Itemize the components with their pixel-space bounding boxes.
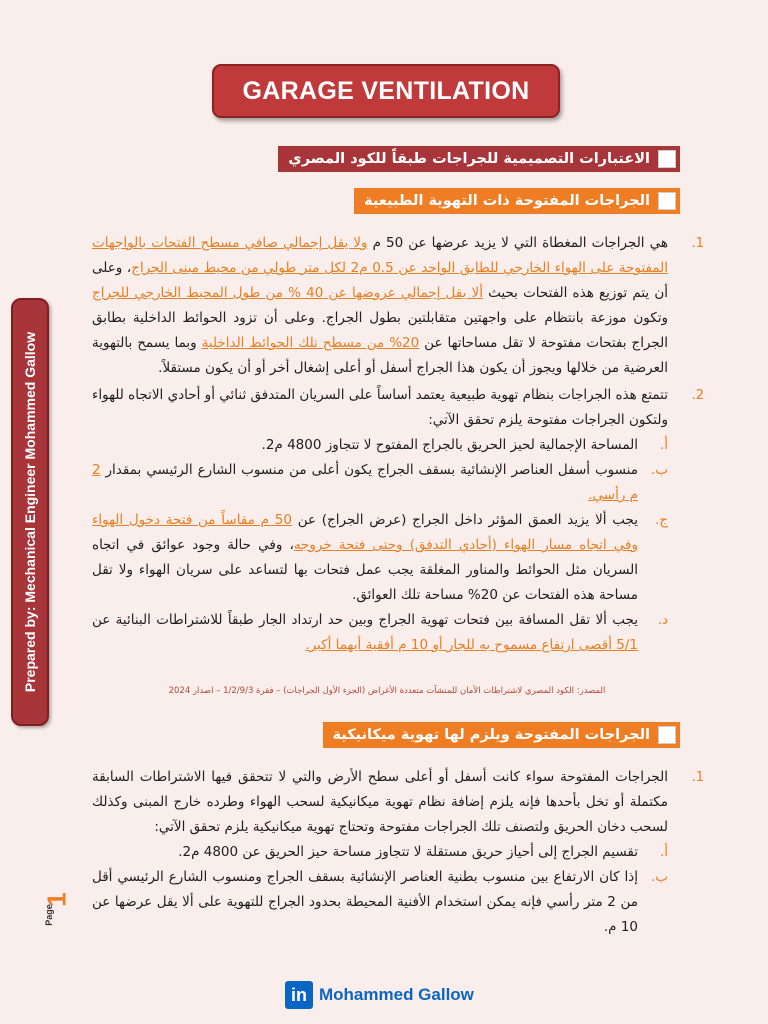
highlighted-text: 2 م رأسي. bbox=[92, 462, 638, 503]
item-number: 2. bbox=[691, 388, 704, 403]
sub-text bbox=[92, 508, 638, 608]
sub-letter: أ. bbox=[659, 844, 668, 860]
paragraph: تتمتع هذه الجراجات بنظام تهوية طبيعية يعتمد أساساً على السريان المتدفق ثنائي أو أحادي الاتجاه للهواء ولتكون الجراجات مفتوحة يلزم تحقق الآتي: bbox=[92, 387, 668, 428]
item-number: 1. bbox=[691, 770, 704, 785]
text-run: هي الجراجات المغطاة التي لا يزيد عرضها عن 50 م bbox=[367, 235, 668, 251]
highlighted-text: ولا يقل إجمالي صافي مسطح الفتحات بالواجهات المفتوحة على الهواء الخارجي للطابق الواحد عن 0.5 م2 لكل متر طولي من محيط مبنى الجراج bbox=[92, 235, 668, 276]
text-run: يجب ألا تقل المسافة بين فتحات تهوية الجراج وبين حد ارتداد الجار طبقاً للاشتراطات البنائية عن bbox=[92, 612, 638, 628]
checkbox-icon bbox=[658, 192, 676, 210]
page-label: Page bbox=[43, 904, 54, 926]
paragraph bbox=[92, 231, 668, 381]
author-credit: Prepared by: Mechanical Engineer Mohammed Gallow bbox=[22, 331, 38, 693]
sub-item bbox=[92, 865, 668, 940]
sub-item bbox=[92, 508, 668, 608]
heading-text: الاعتبارات التصميمية للجراجات طبقاً للكود المصري bbox=[288, 151, 650, 167]
sub-letter: ب. bbox=[650, 462, 668, 478]
paragraph: الجراجات المفتوحة سواء كانت أسفل أو أعلى سطح الأرض والتي لا تتحقق فيها الاشتراطات السابقة مكتملة أو تخل بأحدها فإنه يلزم إضافة نظام تهوية ميكانيكية لسحب الهواء وطرده خارج المبنى وكذلك لسحب دخان الحريق ولتصنف تلك الجراجات مفتوحة وتحتاج تهوية ميكانيكية يلزم تحقق الآتي: bbox=[92, 769, 668, 835]
text-run: يجب ألا يزيد العمق المؤثر داخل الجراج (عرض الجراج) عن bbox=[291, 512, 638, 528]
list-item bbox=[92, 231, 704, 381]
sub-item bbox=[92, 840, 668, 865]
checkbox-icon bbox=[658, 726, 676, 744]
natural-ventilation-body bbox=[92, 231, 704, 658]
text-run: وبما يسمح بالتهوية العرضية من خلالها ويجوز أن يكون هذا الجراج أسفل أو أعلى إشغال أخر أو أن يكون مستقلاً. bbox=[92, 335, 668, 376]
heading-text: الجراجات المفتوحة ويلزم لها تهوية ميكانيكية bbox=[332, 727, 650, 743]
highlighted-text: ألا يقل إجمالي عروضها عن 40 % من طول المحيط الخارجي للجراج bbox=[92, 285, 483, 301]
text-run: منسوب أسفل العناصر الإنشائية بسقف الجراج يكون أعلى من منسوب الشارع الرئيسي بمقدار bbox=[100, 462, 638, 478]
author-name[interactable]: Mohammed Gallow bbox=[319, 985, 474, 1004]
title-banner bbox=[212, 64, 560, 118]
sub-text: المساحة الإجمالية لحيز الحريق بالجراج المفتوح لا تتجاوز 4800 م2. bbox=[261, 437, 638, 453]
text-run: ، وعلى أن يتم توزيع هذه الفتحات بحيث bbox=[92, 260, 668, 301]
page-number bbox=[40, 890, 70, 930]
mechanical-ventilation-body bbox=[92, 765, 704, 940]
highlighted-text: 50 م مقاساً من فتحة دخول الهواء وفي اتجاه مسار الهواء (أحادي التدفق) وحتى فتحة خروجه bbox=[92, 512, 639, 553]
page-title: GARAGE VENTILATION bbox=[242, 76, 530, 105]
list-item bbox=[92, 383, 704, 658]
sub-text bbox=[92, 608, 638, 658]
section-heading-natural-ventilation bbox=[354, 188, 680, 214]
text-run: وتكون موزعة بانتظام على واجهتين متقابلتين بطول الجراج. وعلى أن تزود الحوائط الداخلية بطابق الجراج بفتحات مفتوحة لا تقل مساحاتها عن bbox=[92, 310, 669, 351]
heading-text: الجراجات المفتوحة ذات التهوية الطبيعية bbox=[364, 193, 650, 209]
section-heading-design-considerations bbox=[278, 146, 680, 172]
item-number: 1. bbox=[691, 236, 704, 251]
sub-item bbox=[92, 433, 668, 458]
highlighted-text: 20% من مسطح تلك الحوائط الداخلية bbox=[201, 335, 420, 351]
checkbox-icon bbox=[658, 150, 676, 168]
sub-text: تقسيم الجراج إلى أحياز حريق مستقلة لا تتجاوز مساحة حيز الحريق عن 4800 م2. bbox=[178, 844, 638, 860]
sub-text: إذا كان الارتفاع بين منسوب بطنية العناصر الإنشائية بسقف الجراج ومنسوب الشارع الرئيسي أقل من 2 متر رأسي فإنه يمكن استخدام الأفنية المحيطة بحدود الجراج للتهوية على ألا يقل عرضها عن 10 م. bbox=[92, 869, 638, 935]
footer-linkedin[interactable] bbox=[285, 981, 474, 1009]
sub-letter: د. bbox=[657, 612, 668, 628]
sub-letter: ب. bbox=[650, 869, 668, 885]
list-item bbox=[92, 765, 704, 940]
sub-letter: أ. bbox=[659, 437, 668, 453]
sub-letter: ج. bbox=[654, 512, 668, 528]
author-sidebar bbox=[11, 298, 49, 726]
sub-text bbox=[92, 458, 638, 508]
source-citation: المصدر: الكود المصري لاشتراطات الأمان للمنشآت متعددة الأغراض (الجزء الأول الجراجات) – فقرة 1/2/9/3 – اصدار 2024 bbox=[168, 686, 606, 696]
sub-item bbox=[92, 458, 668, 508]
linkedin-icon[interactable]: in bbox=[285, 981, 313, 1009]
section-heading-mechanical-ventilation bbox=[323, 722, 681, 748]
highlighted-text: 5/1 أقصى ارتفاع مسموح به للجار أو 10 م أفقية أيهما أكبر. bbox=[305, 637, 638, 653]
sub-item bbox=[92, 608, 668, 658]
text-run: ، وفي حالة وجود عوائق في اتجاه السريان مثل الحوائط والمناور المغلقة يجب عمل فتحات بها لتساعد على سريان الهواء ولا تقل مساحة هذه الفتحات عن 20% مساحة تلك العوائق. bbox=[92, 537, 638, 603]
page-digit: 1 bbox=[41, 892, 72, 907]
